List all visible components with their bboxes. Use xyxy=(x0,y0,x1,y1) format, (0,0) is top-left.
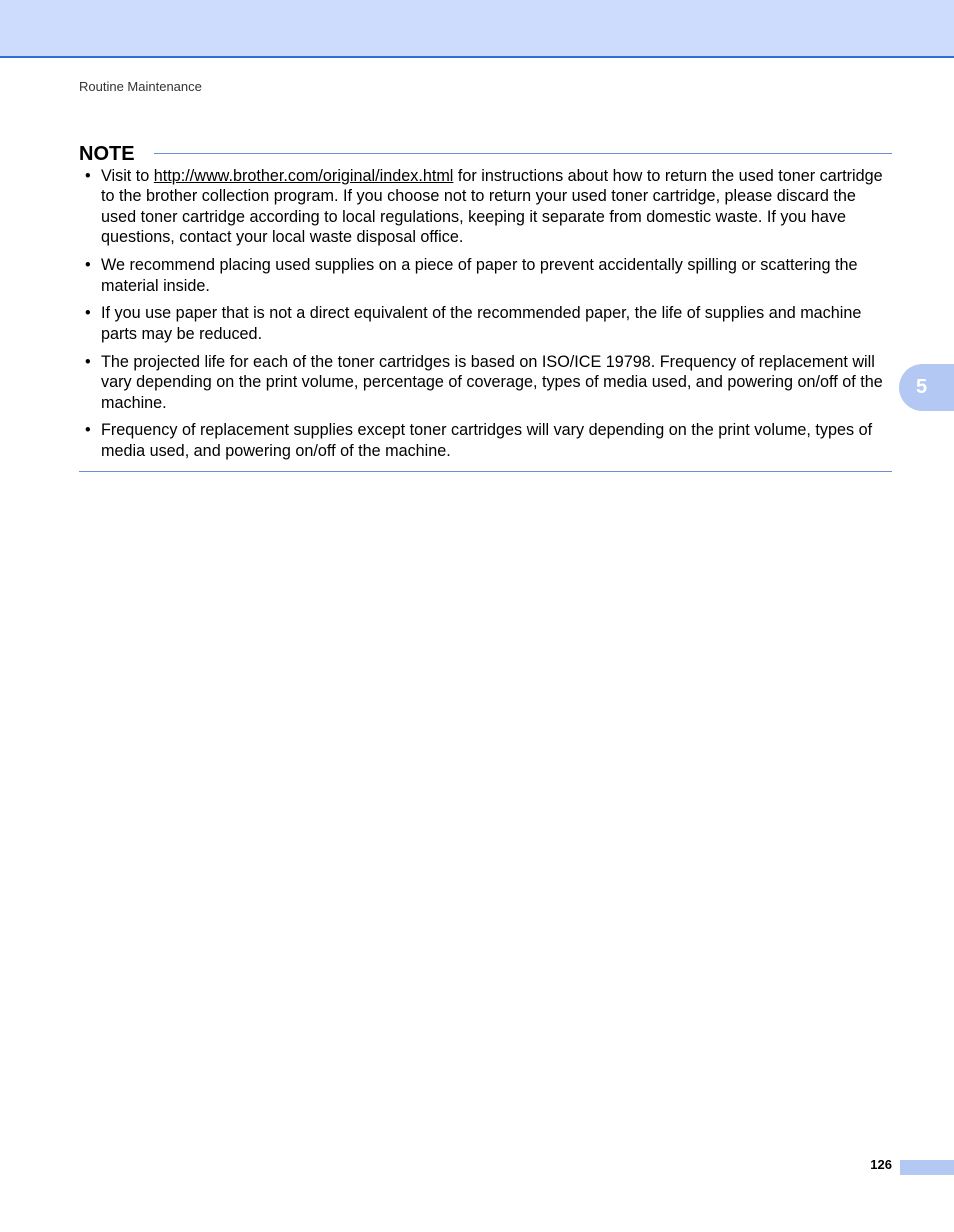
note-heading: NOTE xyxy=(79,143,135,165)
page-number: 126 xyxy=(870,1157,892,1172)
chapter-tab xyxy=(899,364,954,411)
bullet-icon: • xyxy=(85,304,91,323)
note-item-replacement-frequency xyxy=(79,420,892,461)
footer-bar xyxy=(900,1160,954,1175)
bullet-icon: • xyxy=(85,167,91,185)
note-item-prefix: Visit to xyxy=(101,167,154,185)
bullet-icon: • xyxy=(85,352,91,371)
note-list xyxy=(79,166,892,469)
note-heading-row xyxy=(79,142,892,166)
note-item-return-cartridge xyxy=(79,166,892,248)
note-top-rule xyxy=(154,153,892,154)
brother-original-link[interactable]: http://www.brother.com/original/index.html xyxy=(153,167,454,185)
note-item-projected-life xyxy=(79,352,892,413)
note-item-text: Frequency of replacement supplies except toner cartridges will vary depending on the print volume, types of media used, and powering on/off of the machine. xyxy=(101,421,873,460)
bullet-icon: • xyxy=(85,421,91,440)
note-item-paper-life xyxy=(79,303,892,344)
note-item-text: The projected life for each of the toner cartridges is based on ISO/ICE 19798. Frequency of replacement will vary depending on the print volume, percentage of coverage, types of media used, and powering on/off of the machine. xyxy=(101,352,883,412)
note-bottom-rule xyxy=(79,471,892,472)
note-item-suffix: for instructions about how to return the used toner cartridge to the brother collection program. If you choose not to return your used toner cartridge, please discard the used toner cartridge according to local regulations, keeping it separate from domestic waste. If you have questions, contact your local waste disposal office. xyxy=(101,167,883,247)
note-item-used-supplies xyxy=(79,255,892,296)
chapter-number: 5 xyxy=(916,376,928,398)
note-item-text: If you use paper that is not a direct equivalent of the recommended paper, the life of supplies and machine parts may be reduced. xyxy=(101,304,862,343)
bullet-icon: • xyxy=(85,256,91,275)
running-header: Routine Maintenance xyxy=(79,79,202,94)
header-band xyxy=(0,0,954,58)
note-item-text: We recommend placing used supplies on a piece of paper to prevent accidentally spilling or scattering the material inside. xyxy=(101,256,858,295)
